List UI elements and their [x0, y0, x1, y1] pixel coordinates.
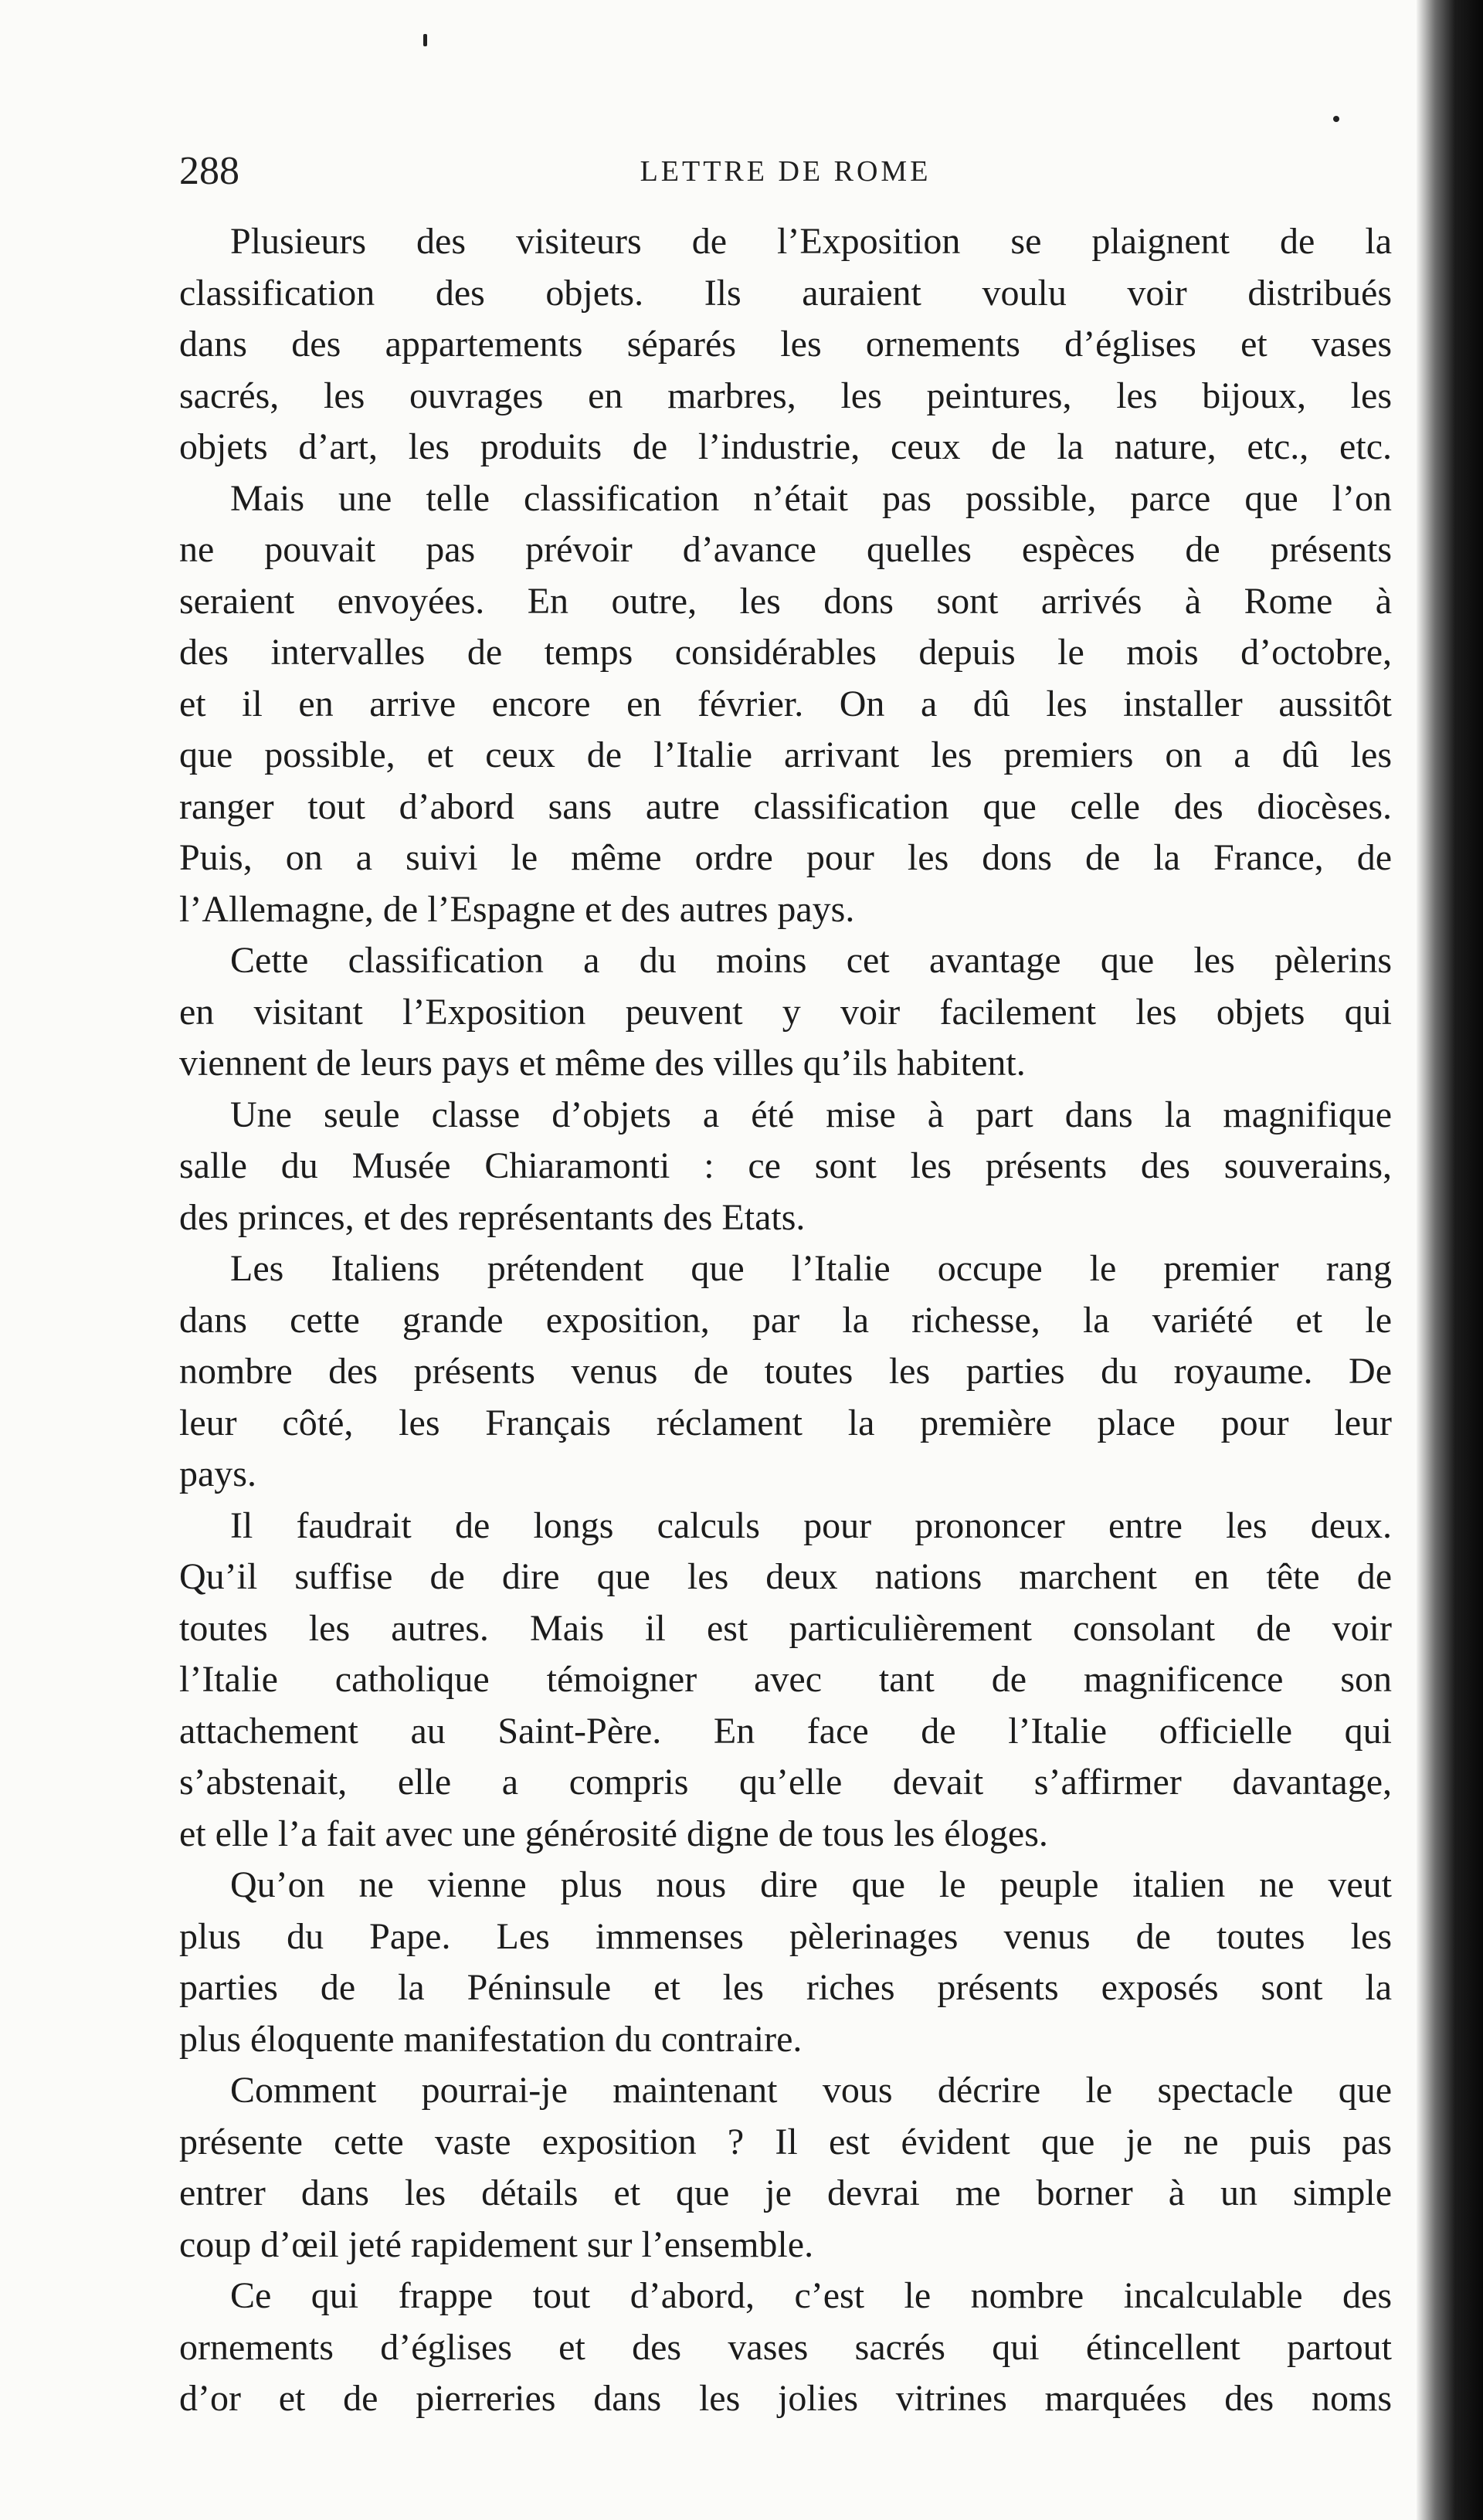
text-line: Puis, on a suivi le même ordre pour les dons de la France, de	[179, 837, 1392, 878]
text-line: l’Italie catholique témoigner avec tant de magnificence son	[179, 1659, 1392, 1700]
text-line: parties de la Péninsule et les riches présents exposés sont la	[179, 1967, 1392, 2008]
text-line: plus éloquente manifestation du contraire.	[179, 2018, 803, 2060]
text-line: Il faudrait de longs calculs pour prononcer entre les deux.	[230, 1504, 1392, 1546]
page-number: 288	[179, 149, 239, 193]
text-line: d’or et de pierreries dans les jolies vitrines marquées des noms	[179, 2378, 1392, 2419]
text-line: dans des appartements séparés les ornements d’églises et vases	[179, 324, 1392, 365]
text-line: objets d’art, les produits de l’industrie, ceux de la nature, etc., etc.	[179, 426, 1392, 467]
text-line: l’Allemagne, de l’Espagne et des autres pays.	[179, 888, 855, 930]
text-line: Les Italiens prétendent que l’Italie occupe le premier rang	[230, 1248, 1392, 1289]
running-title: LETTRE DE ROME	[640, 155, 932, 188]
text-line: leur côté, les Français réclament la première place pour leur	[179, 1402, 1392, 1443]
running-header	[179, 141, 1392, 202]
text-line: Ce qui frappe tout d’abord, c’est le nombre incalculable des	[230, 2275, 1392, 2316]
text-line: nombre des présents venus de toutes les parties du royaume. De	[179, 1351, 1392, 1392]
text-line: plus du Pape. Les immenses pèlerinages venus de toutes les	[179, 1915, 1392, 1957]
text-line: Qu’il suffise de dire que les deux nations marchent en tête de	[179, 1556, 1392, 1597]
text-line: Comment pourrai-je maintenant vous décrire le spectacle que	[230, 2070, 1392, 2111]
text-line: toutes les autres. Mais il est particulièrement consolant de voir	[179, 1607, 1392, 1649]
text-line: et il en arrive encore en février. On a dû les installer aussitôt	[179, 683, 1392, 724]
text-line: ne pouvait pas prévoir d’avance quelles espèces de présents	[179, 529, 1392, 570]
text-line: Cette classification a du moins cet avantage que les pèlerins	[230, 940, 1392, 981]
text-line: seraient envoyées. En outre, les dons sont arrivés à Rome à	[179, 580, 1392, 622]
text-line: Qu’on ne vienne plus nous dire que le peuple italien ne veut	[230, 1864, 1392, 1905]
text-line: sacrés, les ouvrages en marbres, les peintures, les bijoux, les	[179, 375, 1392, 416]
page-edge-shadow	[1417, 0, 1483, 2520]
text-line: viennent de leurs pays et même des villes qu’ils habitent.	[179, 1043, 1026, 1084]
text-line: dans cette grande exposition, par la richesse, la variété et le	[179, 1299, 1392, 1341]
text-line: que possible, et ceux de l’Italie arrivant les premiers on a dû les	[179, 734, 1392, 775]
text-line: salle du Musée Chiaramonti : ce sont les présents des souverains,	[179, 1145, 1392, 1186]
text-line: s’abstenait, elle a compris qu’elle devait s’affirmer davantage,	[179, 1762, 1392, 1803]
ink-speck	[1333, 116, 1339, 122]
text-line: ornements d’églises et des vases sacrés qui étincellent partout	[179, 2326, 1392, 2368]
ink-speck	[423, 34, 427, 46]
text-line: des intervalles de temps considérables depuis le mois d’octobre,	[179, 632, 1392, 673]
text-line: Mais une telle classification n’était pas possible, parce que l’on	[230, 477, 1392, 519]
text-line: attachement au Saint-Père. En face de l’Italie officielle qui	[179, 1710, 1392, 1752]
text-line: classification des objets. Ils auraient voulu voir distribués	[179, 272, 1392, 314]
text-line: entrer dans les détails et que je devrai me borner à un simple	[179, 2172, 1392, 2213]
text-line: pays.	[179, 1453, 256, 1494]
text-line: coup d’œil jeté rapidement sur l’ensemble.	[179, 2223, 814, 2265]
body-text	[179, 216, 1392, 2425]
text-line: présente cette vaste exposition ? Il est évident que je ne puis pas	[179, 2121, 1392, 2162]
text-line: ranger tout d’abord sans autre classification que celle des diocèses.	[179, 785, 1392, 827]
text-line: des princes, et des représentants des Etats.	[179, 1196, 806, 1238]
text-line: Une seule classe d’objets a été mise à part dans la magnifique	[230, 1094, 1392, 1135]
text-line: Plusieurs des visiteurs de l’Exposition se plaignent de la	[230, 221, 1392, 262]
text-line: en visitant l’Exposition peuvent y voir facilement les objets qui	[179, 991, 1392, 1033]
text-line: et elle l’a fait avec une générosité digne de tous les éloges.	[179, 1813, 1048, 1854]
